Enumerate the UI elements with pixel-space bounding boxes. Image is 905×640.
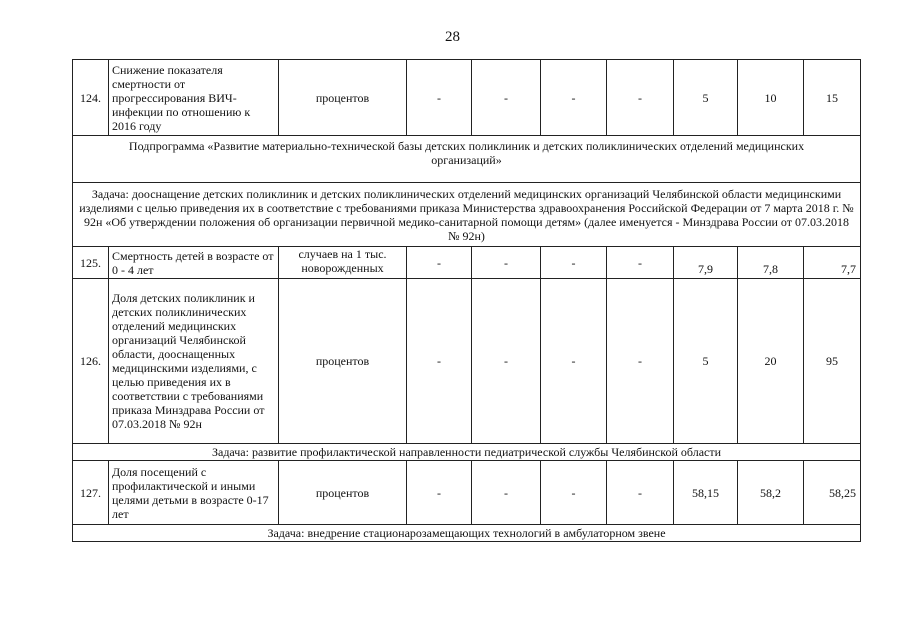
task-text: Задача: внедрение стационарозамещающих технологий в амбулаторном звене <box>73 525 861 542</box>
table-row <box>73 279 861 444</box>
value-cell: - <box>607 279 674 444</box>
value-cell: - <box>541 60 607 136</box>
value-cell: - <box>472 60 541 136</box>
value-cell: 15 <box>804 60 861 136</box>
task-text: Задача: дооснащение детских поликлиник и детских поликлинических отделений медицинских организаций Челябинской области медицинскими изделиями с целью приведения их в соответствие с требованиями приказа Министерства здравоохранения Российской Федерации от 7 марта 2018 г. № 92н «Об утверждении положения об организации первичной медико-санитарной помощи детям» (далее именуется - Минздрава России от 07.03.2018 № 92н) <box>73 183 861 247</box>
row-number: 127. <box>73 461 109 525</box>
value-cell: - <box>607 60 674 136</box>
value-cell: - <box>541 247 607 279</box>
value-cell: 58,2 <box>738 461 804 525</box>
indicator-name: Смертность детей в возрасте от 0 - 4 лет <box>109 247 279 279</box>
indicator-name: Доля детских поликлиник и детских поликлинических отделений медицинских организаций Челябинской области, дооснащенных медицинскими изделиями, с целью приведения их в соответствии с требованиями приказа Минздрава России от 07.03.2018 № 92н <box>109 279 279 444</box>
unit-cell: процентов <box>279 60 407 136</box>
value-cell: - <box>472 279 541 444</box>
task-row <box>73 183 861 247</box>
value-cell: 5 <box>674 60 738 136</box>
row-number: 126. <box>73 279 109 444</box>
value-cell: 95 <box>804 279 861 444</box>
value-cell: 7,9 <box>674 247 738 279</box>
table-row <box>73 461 861 525</box>
value-cell: 7,7 <box>804 247 861 279</box>
value-cell: - <box>541 461 607 525</box>
page-number: 28 <box>445 29 460 45</box>
row-number: 125. <box>73 247 109 279</box>
value-cell: 10 <box>738 60 804 136</box>
subprogram-row <box>73 136 861 183</box>
task-row <box>73 444 861 461</box>
value-cell: - <box>541 279 607 444</box>
row-number: 124. <box>73 60 109 136</box>
value-cell: 58,15 <box>674 461 738 525</box>
unit-cell: процентов <box>279 279 407 444</box>
value-cell: 58,25 <box>804 461 861 525</box>
unit-cell: процентов <box>279 461 407 525</box>
task-text: Задача: развитие профилактической направленности педиатрической службы Челябинской области <box>73 444 861 461</box>
value-cell: - <box>472 247 541 279</box>
unit-cell: случаев на 1 тыс. новорожденных <box>279 247 407 279</box>
value-cell: - <box>407 461 472 525</box>
value-cell: - <box>607 461 674 525</box>
value-cell: - <box>407 279 472 444</box>
indicators-table <box>72 59 861 542</box>
value-cell: 7,8 <box>738 247 804 279</box>
subprogram-title: Подпрограмма «Развитие материально-технической базы детских поликлиник и детских поликлинических отделений медицинских организаций» <box>73 136 861 183</box>
value-cell: 5 <box>674 279 738 444</box>
value-cell: - <box>607 247 674 279</box>
table-row <box>73 60 861 136</box>
indicator-name: Снижение показателя смертности от прогрессирования ВИЧ-инфекции по отношению к 2016 году <box>109 60 279 136</box>
task-row <box>73 525 861 542</box>
table-row <box>73 247 861 279</box>
indicator-name: Доля посещений с профилактической и иными целями детьми в возрасте 0-17 лет <box>109 461 279 525</box>
value-cell: 20 <box>738 279 804 444</box>
value-cell: - <box>407 60 472 136</box>
value-cell: - <box>472 461 541 525</box>
value-cell: - <box>407 247 472 279</box>
